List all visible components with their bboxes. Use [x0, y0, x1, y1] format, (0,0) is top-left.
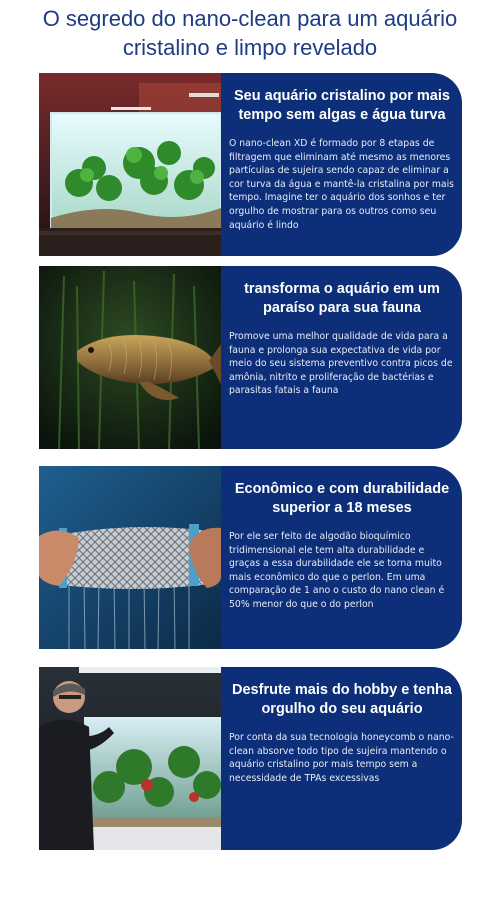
man-with-aquarium-photo [39, 667, 221, 850]
feature-card-hobby [39, 667, 462, 850]
feature-card-durability [39, 466, 462, 649]
card-body: Por conta da sua tecnologia honeycomb o nano-clean absorve todo tipo de sujeira mantendo o aquário cristalino por mais tempo sem a necessidade de TPAs excessivas [229, 732, 454, 784]
arowana-fish-photo [39, 266, 221, 449]
headline: O segredo do nano-clean para um aquário cristalino e limpo revelado [42, 6, 458, 60]
card-title: Seu aquário cristalino por mais tempo sem algas e água turva [234, 88, 450, 123]
feature-card-clear-water [39, 73, 462, 256]
card-title: Desfrute mais do hobby e tenha orgulho do seu aquário [232, 682, 452, 717]
card-body: Promove uma melhor qualidade de vida para a fauna e prolonga sua expectativa de vida por meio do seu sistema preventivo contra picos de amônia, nitrito e proliferação de bactérias e parasitas fatais a fauna [229, 331, 453, 397]
card-title: transforma o aquário em um paraíso para sua fauna [244, 281, 440, 316]
card-title: Econômico e com durabilidade superior a 18 meses [234, 481, 450, 516]
filter-media-hands-photo [39, 466, 221, 649]
card-body: O nano-clean XD é formado por 8 etapas de filtragem que eliminam até mesmo as menores partículas de sujeira sendo capaz de eliminar a cor turva da água e mantê-la cristalina por mais tempo. Imagine ter o aquário dos sonhos e ter orgulho de mostrar para os outros como seu aquário é lindo [229, 138, 455, 231]
planted-aquarium-photo [39, 73, 221, 256]
feature-card-fauna [39, 266, 462, 449]
card-body: Por ele ser feito de algodão bioquímico tridimensional ele tem alta durabilidade e graças a essa durabilidade ele se torna muito mais econômico do que o perlon. Em uma comparação de 1 ano o custo do nano clean é 50% menor do que o do perlon [229, 531, 445, 610]
